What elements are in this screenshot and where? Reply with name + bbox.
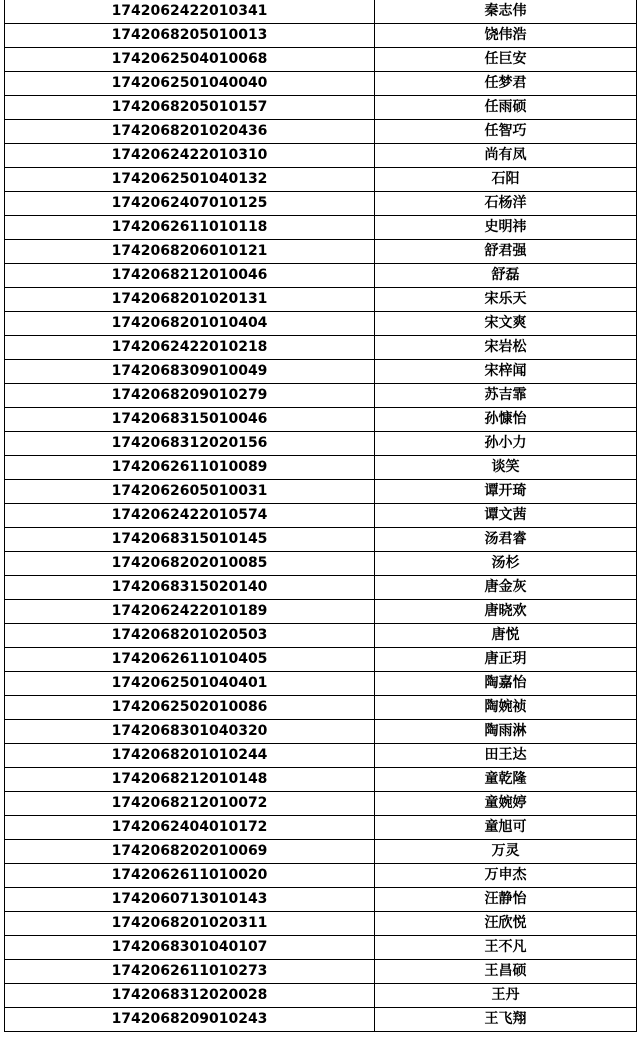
table-row (5, 552, 637, 576)
table-row (5, 840, 637, 864)
student-name-cell: 汪欣悦 (375, 912, 637, 936)
student-id-cell: 1742068301040107 (5, 936, 375, 960)
student-name-cell: 万灵 (375, 840, 637, 864)
student-id-cell: 1742068312020028 (5, 984, 375, 1008)
student-id-cell: 1742062611010089 (5, 456, 375, 480)
student-name-cell: 万申杰 (375, 864, 637, 888)
student-name-cell: 饶伟浩 (375, 24, 637, 48)
table-row (5, 648, 637, 672)
student-id-cell: 1742062422010189 (5, 600, 375, 624)
student-name-cell: 汤君睿 (375, 528, 637, 552)
student-id-cell: 1742068201020311 (5, 912, 375, 936)
table-row (5, 912, 637, 936)
table-row (5, 792, 637, 816)
student-name-cell: 任雨硕 (375, 96, 637, 120)
table-row (5, 864, 637, 888)
student-name-cell: 唐悦 (375, 624, 637, 648)
student-name-cell: 王不凡 (375, 936, 637, 960)
table-row (5, 336, 637, 360)
student-id-cell: 1742062502010086 (5, 696, 375, 720)
student-name-cell: 宋乐天 (375, 288, 637, 312)
table-row (5, 144, 637, 168)
student-name-cell: 孙小力 (375, 432, 637, 456)
table-row (5, 816, 637, 840)
table-row (5, 744, 637, 768)
student-name-cell: 王丹 (375, 984, 637, 1008)
table-row (5, 936, 637, 960)
student-name-cell: 唐晓欢 (375, 600, 637, 624)
student-id-cell: 1742068201010404 (5, 312, 375, 336)
student-name-cell: 任巨安 (375, 48, 637, 72)
student-id-cell: 1742062501040132 (5, 168, 375, 192)
student-roster-table (4, 0, 637, 1032)
student-id-cell: 1742062407010125 (5, 192, 375, 216)
student-id-cell: 1742068309010049 (5, 360, 375, 384)
table-row (5, 720, 637, 744)
student-name-cell: 舒磊 (375, 264, 637, 288)
table-row (5, 48, 637, 72)
student-id-cell: 1742068312020156 (5, 432, 375, 456)
student-name-cell: 王飞翔 (375, 1008, 637, 1032)
student-name-cell: 舒君强 (375, 240, 637, 264)
table-row (5, 528, 637, 552)
student-name-cell: 陶嘉怡 (375, 672, 637, 696)
student-name-cell: 石阳 (375, 168, 637, 192)
student-id-cell: 1742068212010148 (5, 768, 375, 792)
table-row (5, 888, 637, 912)
student-name-cell: 童旭可 (375, 816, 637, 840)
student-name-cell: 田王达 (375, 744, 637, 768)
student-name-cell: 石杨洋 (375, 192, 637, 216)
student-id-cell: 1742060713010143 (5, 888, 375, 912)
table-row (5, 0, 637, 24)
student-id-cell: 1742068209010243 (5, 1008, 375, 1032)
roster-body (5, 0, 637, 1032)
student-name-cell: 唐正玥 (375, 648, 637, 672)
student-name-cell: 陶雨淋 (375, 720, 637, 744)
student-id-cell: 1742068205010013 (5, 24, 375, 48)
student-id-cell: 1742062404010172 (5, 816, 375, 840)
student-id-cell: 1742062422010310 (5, 144, 375, 168)
student-id-cell: 1742068201010244 (5, 744, 375, 768)
student-name-cell: 宋文爽 (375, 312, 637, 336)
table-row (5, 1008, 637, 1032)
student-id-cell: 1742062611010405 (5, 648, 375, 672)
student-id-cell: 1742068205010157 (5, 96, 375, 120)
table-row (5, 696, 637, 720)
table-row (5, 408, 637, 432)
table-row (5, 288, 637, 312)
student-name-cell: 孙慷怡 (375, 408, 637, 432)
student-id-cell: 1742062422010218 (5, 336, 375, 360)
table-row (5, 216, 637, 240)
student-id-cell: 1742068206010121 (5, 240, 375, 264)
student-name-cell: 史明祎 (375, 216, 637, 240)
student-name-cell: 王昌硕 (375, 960, 637, 984)
table-row (5, 24, 637, 48)
student-name-cell: 唐金灰 (375, 576, 637, 600)
table-row (5, 456, 637, 480)
student-name-cell: 汪静怡 (375, 888, 637, 912)
student-id-cell: 1742062504010068 (5, 48, 375, 72)
student-name-cell: 苏吉霏 (375, 384, 637, 408)
student-id-cell: 1742062501040401 (5, 672, 375, 696)
student-id-cell: 1742068212010072 (5, 792, 375, 816)
table-row (5, 576, 637, 600)
student-id-cell: 1742068202010069 (5, 840, 375, 864)
student-name-cell: 陶婉祯 (375, 696, 637, 720)
student-id-cell: 1742062422010574 (5, 504, 375, 528)
table-row (5, 672, 637, 696)
student-name-cell: 宋岩松 (375, 336, 637, 360)
table-row (5, 120, 637, 144)
table-row (5, 168, 637, 192)
table-row (5, 360, 637, 384)
student-name-cell: 任智巧 (375, 120, 637, 144)
student-name-cell: 谭文茜 (375, 504, 637, 528)
student-name-cell: 谭开琦 (375, 480, 637, 504)
table-row (5, 624, 637, 648)
table-row (5, 960, 637, 984)
table-row (5, 432, 637, 456)
table-row (5, 192, 637, 216)
student-name-cell: 宋梓闻 (375, 360, 637, 384)
student-name-cell: 任梦君 (375, 72, 637, 96)
student-name-cell: 童婉婷 (375, 792, 637, 816)
student-id-cell: 1742068315010046 (5, 408, 375, 432)
table-row (5, 768, 637, 792)
table-row (5, 72, 637, 96)
student-id-cell: 1742068301040320 (5, 720, 375, 744)
student-id-cell: 1742068202010085 (5, 552, 375, 576)
table-row (5, 312, 637, 336)
student-id-cell: 1742068201020503 (5, 624, 375, 648)
student-id-cell: 1742062422010341 (5, 0, 375, 24)
student-id-cell: 1742068209010279 (5, 384, 375, 408)
student-id-cell: 1742068201020436 (5, 120, 375, 144)
student-id-cell: 1742062611010118 (5, 216, 375, 240)
student-name-cell: 谈笑 (375, 456, 637, 480)
student-name-cell: 汤杉 (375, 552, 637, 576)
student-id-cell: 1742062611010273 (5, 960, 375, 984)
table-row (5, 600, 637, 624)
table-row (5, 504, 637, 528)
table-row (5, 384, 637, 408)
student-id-cell: 1742068315010145 (5, 528, 375, 552)
table-row (5, 264, 637, 288)
student-id-cell: 1742062605010031 (5, 480, 375, 504)
table-row (5, 984, 637, 1008)
student-name-cell: 童乾隆 (375, 768, 637, 792)
student-name-cell: 尚有凤 (375, 144, 637, 168)
student-name-cell: 秦志伟 (375, 0, 637, 24)
table-row (5, 96, 637, 120)
student-id-cell: 1742062501040040 (5, 72, 375, 96)
student-id-cell: 1742062611010020 (5, 864, 375, 888)
table-row (5, 240, 637, 264)
student-id-cell: 1742068315020140 (5, 576, 375, 600)
table-row (5, 480, 637, 504)
student-id-cell: 1742068212010046 (5, 264, 375, 288)
student-id-cell: 1742068201020131 (5, 288, 375, 312)
